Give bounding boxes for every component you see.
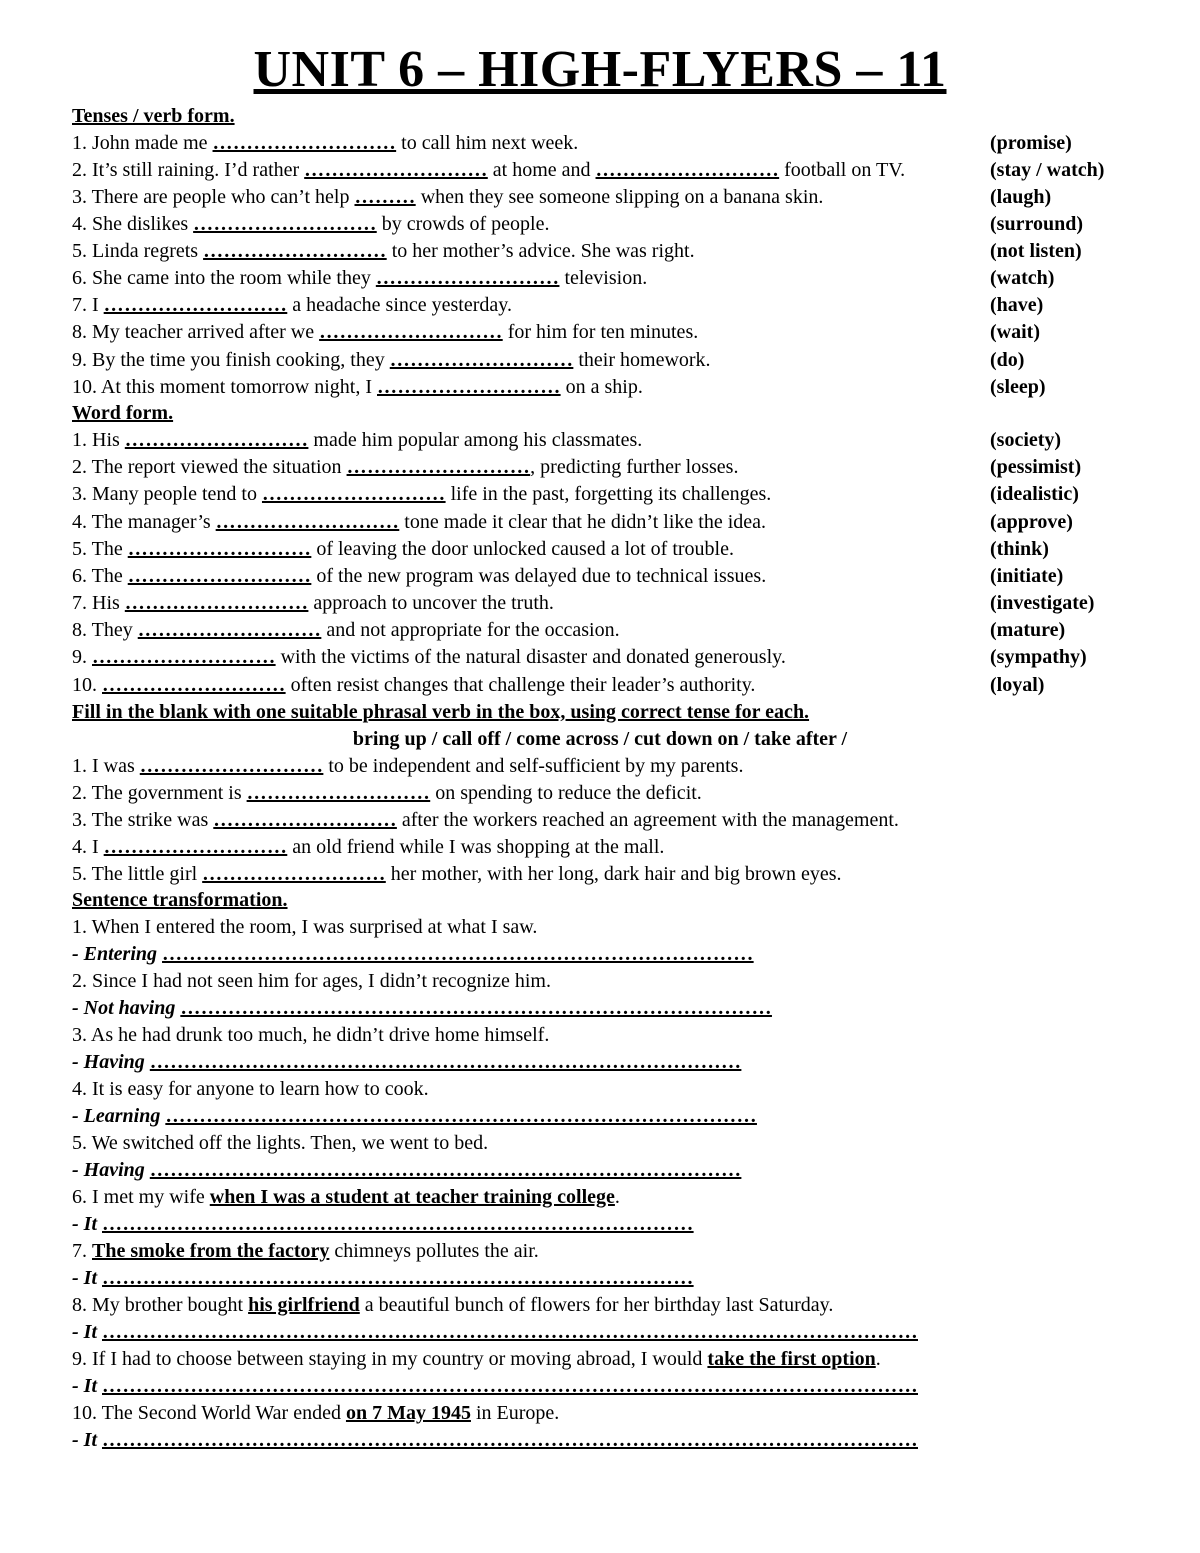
item-text: in Europe. <box>470 1402 560 1424</box>
answer-blank[interactable]: ……………………… <box>304 159 488 181</box>
item-text: 3. Many people tend to <box>72 483 262 505</box>
word-cue: (mature) <box>990 619 1066 641</box>
word-form-item-6 <box>72 563 766 590</box>
item-text: 10. At this moment tomorrow night, I <box>72 376 377 398</box>
transform-question-7 <box>72 1238 539 1265</box>
answer-prompt: - It <box>72 1267 102 1289</box>
answer-blank[interactable]: ……………………… <box>103 294 288 316</box>
item-text: 10. The Second World War ended <box>72 1402 346 1424</box>
verb-cue: (sleep) <box>990 376 1046 398</box>
item-text: to be independent and self-sufficient by my parents. <box>323 755 744 777</box>
answer-blank[interactable]: ……………………… <box>102 674 286 696</box>
answer-blank[interactable]: ……………………… <box>92 646 276 668</box>
word-cue: (approve) <box>990 511 1073 533</box>
item-text: their homework. <box>573 349 711 371</box>
word-cue: (initiate) <box>990 565 1064 587</box>
item-text: 2. The government is <box>72 782 247 804</box>
item-text: chimneys pollutes the air. <box>329 1240 539 1262</box>
tenses-item-5 <box>72 238 695 265</box>
answer-blank[interactable]: ……………………… <box>124 429 309 451</box>
phrasal-item-2 <box>72 780 702 807</box>
phrasal-item-4 <box>72 834 664 861</box>
item-text: television. <box>559 267 648 289</box>
item-text: 9. <box>72 646 92 668</box>
tenses-item-8 <box>72 319 698 346</box>
section-heading-tenses: Tenses / verb form. <box>72 105 235 127</box>
answer-blank[interactable]: ……………………… <box>389 349 574 371</box>
transform-question-5: 5. We switched off the lights. Then, we went to bed. <box>72 1132 489 1154</box>
item-text: 5. The little girl <box>72 863 203 885</box>
verb-cue: (not listen) <box>990 240 1082 262</box>
underlined-part: on 7 May 1945 <box>345 1402 471 1424</box>
item-text: approach to uncover the truth. <box>308 592 554 614</box>
item-text: with the victims of the natural disaster and donated generously. <box>275 646 786 668</box>
tenses-item-7 <box>72 292 512 319</box>
section-heading-word-form: Word form. <box>72 402 174 424</box>
item-text: of leaving the door unlocked caused a lot of trouble. <box>311 538 734 560</box>
transform-answer-2 <box>72 995 772 1022</box>
underlined-part: The smoke from the factory <box>92 1240 330 1262</box>
answer-prompt: - It <box>72 1213 102 1235</box>
phrasal-item-1 <box>72 753 743 780</box>
word-cue: (idealistic) <box>990 483 1079 505</box>
answer-prompt: - Entering <box>72 943 163 965</box>
word-form-item-2 <box>72 454 738 481</box>
item-text: her mother, with her long, dark hair and big brown eyes. <box>385 863 842 885</box>
tenses-item-9 <box>72 347 711 374</box>
word-cue: (pessimist) <box>990 456 1082 478</box>
item-text: life in the past, forgetting its challenges. <box>445 483 772 505</box>
item-text: often resist changes that challenge their leader’s authority. <box>285 674 756 696</box>
item-text: to call him next week. <box>396 132 579 154</box>
word-cue: (think) <box>990 538 1049 560</box>
transform-question-10 <box>72 1400 559 1427</box>
transform-answer-9 <box>72 1373 918 1400</box>
answer-blank[interactable]: ……………………… <box>103 836 288 858</box>
item-text: 2. It’s still raining. I’d rather <box>72 159 305 181</box>
answer-blank[interactable]: ……………………… <box>212 132 397 154</box>
tenses-item-6 <box>72 265 647 292</box>
item-text: 6. I met my wife <box>72 1186 210 1208</box>
item-text: 6. The <box>72 565 128 587</box>
answer-blank[interactable]: ……………………… <box>213 809 397 831</box>
item-text: 5. The <box>72 538 128 560</box>
verb-cue: (stay / watch) <box>990 159 1105 181</box>
answer-blank[interactable]: ………………………………………………………………………………………………………… <box>102 1321 918 1343</box>
page-title: UNIT 6 – HIGH-FLYERS – 11 <box>253 41 947 98</box>
item-text: an old friend while I was shopping at the mall. <box>287 836 665 858</box>
transform-answer-10 <box>72 1427 918 1454</box>
answer-blank[interactable]: ……………………… <box>137 619 322 641</box>
word-form-item-4 <box>72 509 766 536</box>
item-text: 9. If I had to choose between staying in my country or moving abroad, I would <box>72 1348 708 1370</box>
answer-blank[interactable]: ……………………… <box>124 592 309 614</box>
item-text: on spending to reduce the deficit. <box>430 782 702 804</box>
item-text: 3. There are people who can’t help <box>72 186 355 208</box>
item-text: 7. I <box>72 294 104 316</box>
item-text: at home and <box>487 159 596 181</box>
item-text: 7. <box>72 1240 92 1262</box>
answer-blank[interactable]: …………………………………………………………………………… <box>165 1105 757 1127</box>
transform-question-6 <box>72 1184 620 1211</box>
section-heading-transformation: Sentence transformation. <box>72 889 288 911</box>
word-cue: (investigate) <box>990 592 1095 614</box>
item-text: 10. <box>72 674 102 696</box>
item-text: 7. His <box>72 592 125 614</box>
answer-prompt: - It <box>72 1321 102 1343</box>
tenses-item-4 <box>72 211 549 238</box>
verb-cue: (watch) <box>990 267 1055 289</box>
item-text: 1. John made me <box>72 132 213 154</box>
answer-blank[interactable]: ……………………… <box>377 376 561 398</box>
answer-blank[interactable]: ……………………… <box>202 863 386 885</box>
item-text: 1. His <box>72 429 125 451</box>
transform-answer-8 <box>72 1319 918 1346</box>
word-cue: (sympathy) <box>990 646 1087 668</box>
transform-answer-7 <box>72 1265 694 1292</box>
answer-prompt: - Having <box>72 1051 150 1073</box>
verb-cue: (wait) <box>990 321 1040 343</box>
word-cue: (loyal) <box>990 674 1045 696</box>
item-text: made him popular among his classmates. <box>308 429 643 451</box>
transform-question-9 <box>72 1346 881 1373</box>
tenses-item-1 <box>72 130 578 157</box>
verb-cue: (have) <box>990 294 1044 316</box>
answer-prompt: - It <box>72 1375 102 1397</box>
answer-blank[interactable]: …………………………………………………………………………… <box>102 1267 694 1289</box>
transform-answer-1 <box>72 941 754 968</box>
item-text: to her mother’s advice. She was right. <box>386 240 695 262</box>
answer-blank[interactable]: ……………………… <box>319 321 503 343</box>
phrasal-verb-box: bring up / call off / come across / cut down on / take after / <box>352 728 848 750</box>
item-text: 5. Linda regrets <box>72 240 204 262</box>
answer-blank[interactable]: ……………………… <box>127 538 312 560</box>
tenses-item-3 <box>72 184 823 211</box>
transform-question-1: 1. When I entered the room, I was surprised at what I saw. <box>72 916 538 938</box>
answer-blank[interactable]: ……………………… <box>346 456 531 478</box>
answer-prompt: - Not having <box>72 997 181 1019</box>
item-text: 8. My teacher arrived after we <box>72 321 320 343</box>
item-text: 8. They <box>72 619 138 641</box>
section-heading-phrasal: Fill in the blank with one suitable phrasal verb in the box, using correct tense for each. <box>72 701 810 723</box>
item-text: football on TV. <box>779 159 906 181</box>
answer-blank[interactable]: ………………………………………………………………………………………………………… <box>102 1429 918 1451</box>
tenses-item-10 <box>72 374 643 401</box>
answer-blank[interactable]: ……………………… <box>203 240 387 262</box>
item-text: and not appropriate for the occasion. <box>321 619 620 641</box>
item-text: after the workers reached an agreement with the management. <box>396 809 899 831</box>
answer-blank[interactable]: ……………………… <box>215 511 400 533</box>
answer-blank[interactable]: ………………………………………………………………………………………………………… <box>102 1375 918 1397</box>
word-form-item-1 <box>72 427 642 454</box>
item-text: a headache since yesterday. <box>287 294 512 316</box>
word-form-item-10 <box>72 672 755 699</box>
tenses-item-2 <box>72 157 905 184</box>
verb-cue: (laugh) <box>990 186 1052 208</box>
underlined-part: take the first option <box>707 1348 876 1370</box>
item-text: for him for ten minutes. <box>502 321 699 343</box>
answer-blank[interactable]: ……… <box>354 186 416 208</box>
phrasal-item-3 <box>72 807 899 834</box>
word-form-item-5 <box>72 536 734 563</box>
answer-blank[interactable]: …………………………………………………………………………… <box>162 943 754 965</box>
word-form-item-3 <box>72 481 771 508</box>
transform-question-8 <box>72 1292 833 1319</box>
transform-answer-4 <box>72 1103 757 1130</box>
item-text: . <box>875 1348 881 1370</box>
item-text: 9. By the time you finish cooking, they <box>72 349 390 371</box>
answer-blank[interactable]: …………………………………………………………………………… <box>149 1159 742 1181</box>
item-text: 2. The report viewed the situation <box>72 456 347 478</box>
answer-prompt: - Learning <box>72 1105 166 1127</box>
verb-cue: (surround) <box>990 213 1083 235</box>
answer-blank[interactable]: ……………………… <box>139 755 324 777</box>
transform-answer-3 <box>72 1049 741 1076</box>
item-text: . <box>614 1186 620 1208</box>
answer-blank[interactable]: …………………………………………………………………………… <box>180 997 772 1019</box>
item-text: of the new program was delayed due to technical issues. <box>311 565 767 587</box>
answer-blank[interactable]: ……………………… <box>246 782 431 804</box>
transform-question-4: 4. It is easy for anyone to learn how to cook. <box>72 1078 429 1100</box>
answer-blank[interactable]: ……………………… <box>595 159 780 181</box>
underlined-part: when I was a student at teacher training college <box>209 1186 615 1208</box>
item-text: 4. I <box>72 836 104 858</box>
verb-cue: (do) <box>990 349 1025 371</box>
item-text: when they see someone slipping on a banana skin. <box>415 186 824 208</box>
answer-blank[interactable]: ……………………… <box>261 483 446 505</box>
answer-blank[interactable]: ……………………… <box>127 565 312 587</box>
phrasal-item-5 <box>72 861 842 888</box>
transform-answer-5 <box>72 1157 741 1184</box>
answer-prompt: - It <box>72 1429 102 1451</box>
item-text: , predicting further losses. <box>530 456 739 478</box>
item-text: tone made it clear that he didn’t like the idea. <box>399 511 766 533</box>
transform-answer-6 <box>72 1211 694 1238</box>
item-text: 4. The manager’s <box>72 511 216 533</box>
item-text: on a ship. <box>560 376 643 398</box>
item-text: 6. She came into the room while they <box>72 267 376 289</box>
verb-cue: (promise) <box>990 132 1072 154</box>
word-form-item-7 <box>72 590 554 617</box>
answer-blank[interactable]: …………………………………………………………………………… <box>149 1051 742 1073</box>
item-text: 3. The strike was <box>72 809 214 831</box>
transform-question-3: 3. As he had drunk too much, he didn’t drive home himself. <box>72 1024 550 1046</box>
item-text: 4. She dislikes <box>72 213 194 235</box>
underlined-part: his girlfriend <box>248 1294 360 1316</box>
answer-blank[interactable]: ……………………… <box>375 267 560 289</box>
item-text: 1. I was <box>72 755 140 777</box>
word-cue: (society) <box>990 429 1062 451</box>
word-form-item-9 <box>72 644 786 671</box>
transform-question-2: 2. Since I had not seen him for ages, I didn’t recognize him. <box>72 970 551 992</box>
item-text: by crowds of people. <box>376 213 550 235</box>
answer-prompt: - Having <box>72 1159 150 1181</box>
word-form-item-8 <box>72 617 620 644</box>
answer-blank[interactable]: ……………………… <box>193 213 377 235</box>
answer-blank[interactable]: …………………………………………………………………………… <box>102 1213 694 1235</box>
item-text: 8. My brother bought <box>72 1294 249 1316</box>
item-text: a beautiful bunch of flowers for her birthday last Saturday. <box>359 1294 834 1316</box>
